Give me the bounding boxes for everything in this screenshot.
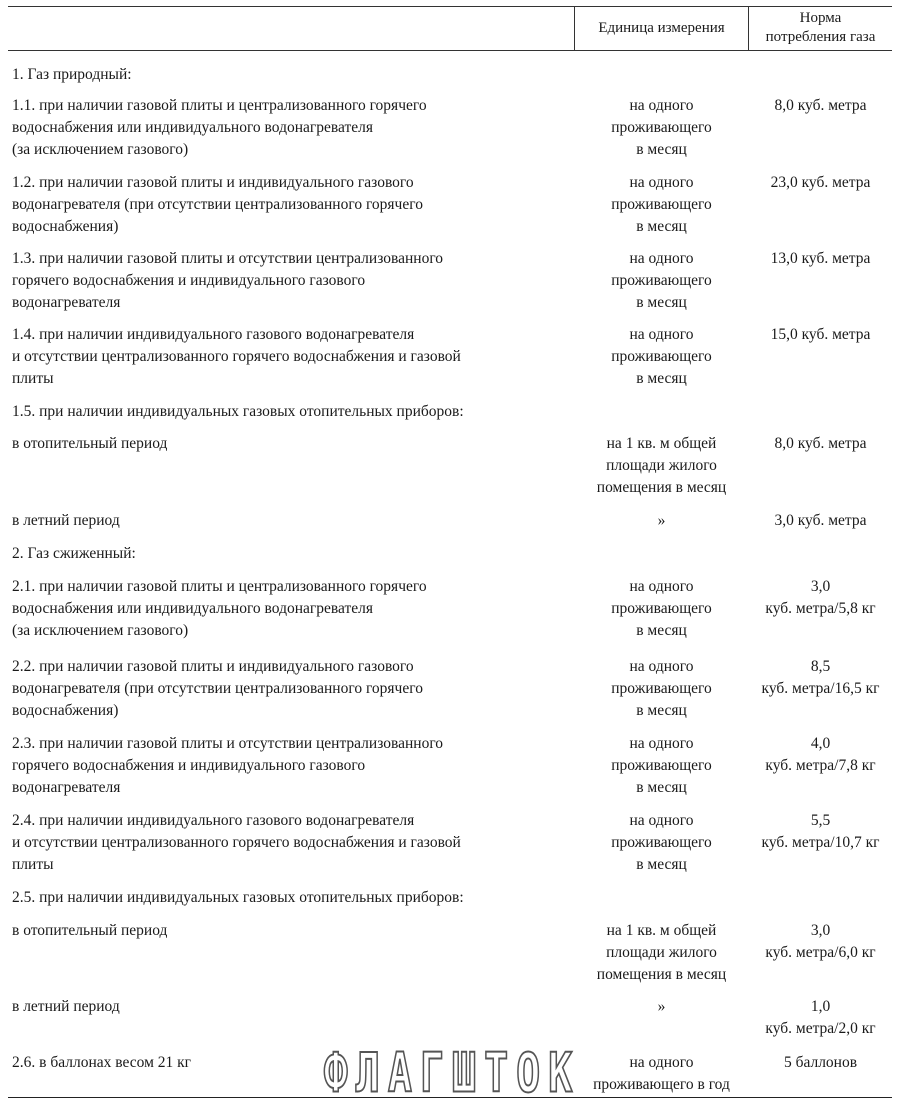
row-unit: на одного проживающего в месяц (611, 250, 712, 311)
row-unit: на одного проживающего в месяц (611, 812, 712, 873)
header-unit: Единица измерения (598, 19, 725, 36)
row-description: 1.2. при наличии газовой плиты и индивидуального газового водонагревателя (при отсутствии централизованного горячего водоснабжения) (12, 174, 423, 235)
row-description: 2. Газ сжиженный: (12, 545, 136, 562)
row-description: 1. Газ природный: (12, 66, 132, 83)
row-norm: 8,5 куб. метра/16,5 кг (761, 658, 880, 697)
row-unit: на одного проживающего в месяц (611, 578, 712, 639)
row-description: 2.2. при наличии газовой плиты и индивидуального газового водонагревателя (при отсутствии централизованного горячего водоснабжения) (12, 658, 423, 719)
row-description: 1.4. при наличии индивидуального газового водонагревателя и отсутствии централизованного горячего водоснабжения и газовой плиты (12, 326, 461, 387)
row-unit: на одного проживающего в месяц (611, 97, 712, 158)
row-description: 2.6. в баллонах весом 21 кг (12, 1054, 192, 1071)
table-bottom-rule (8, 1097, 892, 1098)
row-unit: на одного проживающего в месяц (611, 735, 712, 796)
row-norm: 8,0 куб. метра (774, 435, 867, 452)
header-bottom-rule (8, 50, 892, 51)
row-description: 1.5. при наличии индивидуальных газовых отопительных приборов: (12, 403, 464, 420)
row-description: 2.3. при наличии газовой плиты и отсутствии централизованного горячего водоснабжения и индивидуального газового водонагревателя (12, 735, 444, 796)
row-unit: » (657, 512, 666, 529)
row-description: в отопительный период (12, 435, 168, 452)
row-norm: 3,0 куб. метра (774, 512, 867, 529)
row-unit: на одного проживающего в год (593, 1054, 730, 1093)
row-norm: 5,5 куб. метра/10,7 кг (761, 812, 880, 851)
row-description: в летний период (12, 512, 120, 529)
row-norm: 5 баллонов (783, 1054, 858, 1071)
row-norm: 23,0 куб. метра (770, 174, 871, 191)
row-unit: на одного проживающего в месяц (611, 326, 712, 387)
row-description: 1.3. при наличии газовой плиты и отсутствии централизованного горячего водоснабжения и индивидуального газового водонагревателя (12, 250, 444, 311)
row-norm: 15,0 куб. метра (770, 326, 871, 343)
row-unit: на одного проживающего в месяц (611, 658, 712, 719)
row-norm: 3,0 куб. метра/6,0 кг (765, 922, 876, 961)
row-description: 2.5. при наличии индивидуальных газовых отопительных приборов: (12, 889, 464, 906)
watermark-logo: ФЛАГШТОК (323, 1042, 581, 1106)
row-description: 1.1. при наличии газовой плиты и централизованного горячего водоснабжения или индивидуального водонагревателя (за исключением газового) (12, 97, 427, 158)
row-unit: на 1 кв. м общей площади жилого помещения в месяц (596, 922, 727, 983)
header-norm: Норма потребления газа (765, 10, 876, 45)
row-unit: на одного проживающего в месяц (611, 174, 712, 235)
row-norm: 8,0 куб. метра (774, 97, 867, 114)
row-description: в отопительный период (12, 922, 168, 939)
row-unit: на 1 кв. м общей площади жилого помещения в месяц (596, 435, 727, 496)
row-unit: » (657, 998, 666, 1015)
row-description: в летний период (12, 998, 120, 1015)
row-description: 2.4. при наличии индивидуального газового водонагревателя и отсутствии централизованного горячего водоснабжения и газовой плиты (12, 812, 461, 873)
row-description: 2.1. при наличии газовой плиты и централизованного горячего водоснабжения или индивидуального водонагревателя (за исключением газового) (12, 578, 427, 639)
row-norm: 1,0 куб. метра/2,0 кг (765, 998, 876, 1037)
row-norm: 4,0 куб. метра/7,8 кг (765, 735, 876, 774)
row-norm: 13,0 куб. метра (770, 250, 871, 267)
row-norm: 3,0 куб. метра/5,8 кг (765, 578, 876, 617)
